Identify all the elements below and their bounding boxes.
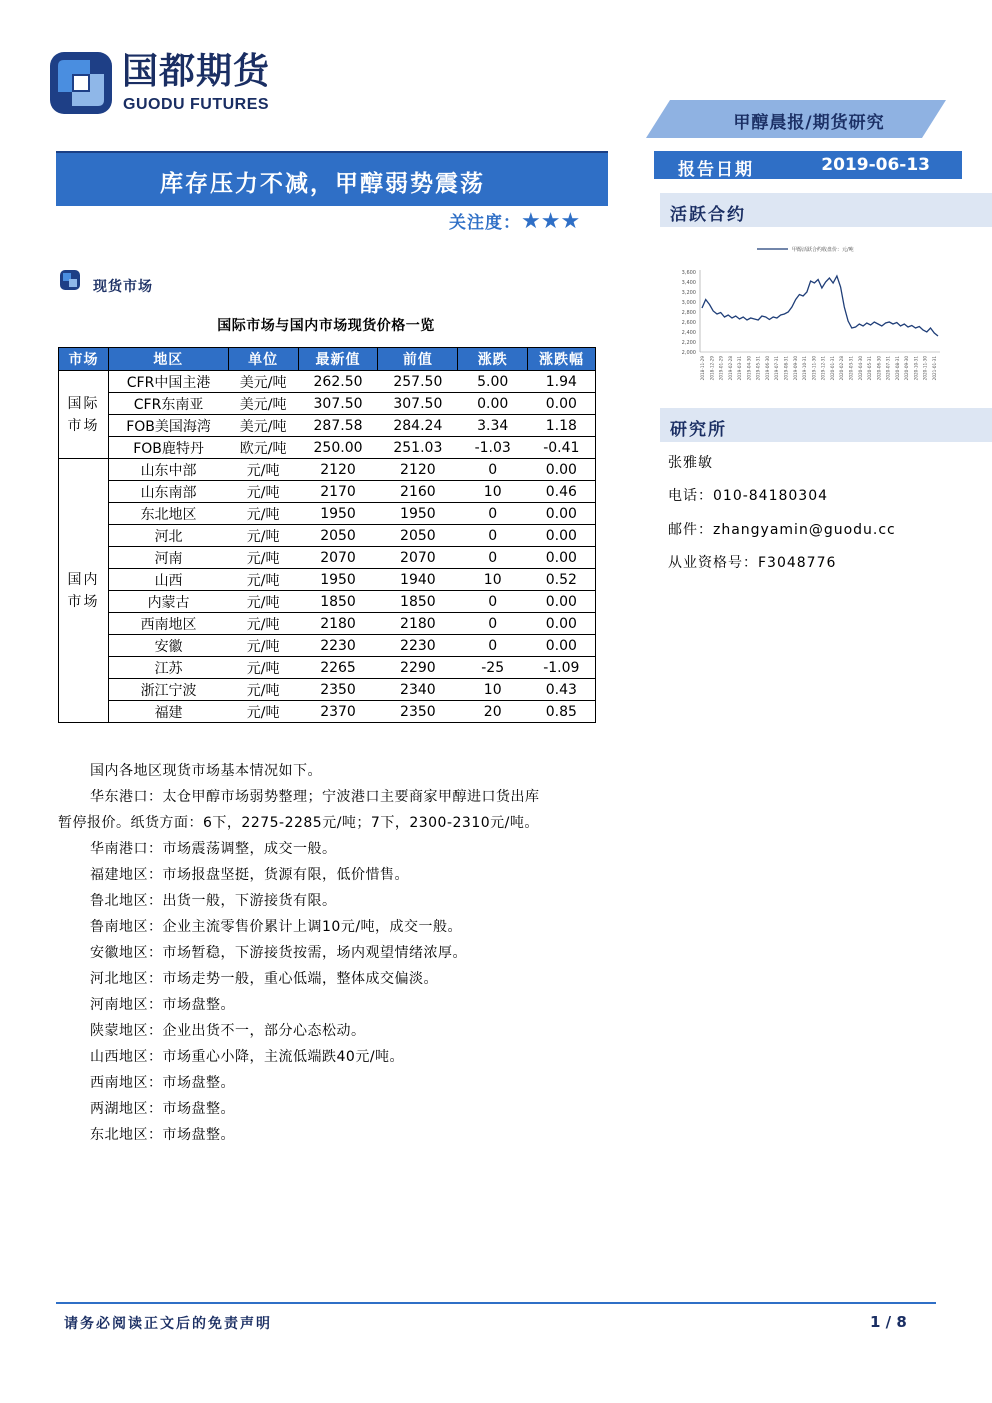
table-cell: 2340 xyxy=(378,679,458,701)
y-tick-label: 2,000 xyxy=(681,350,696,356)
commentary-line: 华南港口：市场震荡调整，成交一般。 xyxy=(90,841,337,857)
table-cell: 2230 xyxy=(298,635,378,657)
table-cell: 0.43 xyxy=(528,679,596,701)
table-cell: 251.03 xyxy=(378,437,458,459)
analyst-phone: 电话：010-84180304 xyxy=(668,488,829,504)
x-tick-label: 2019-01-29 xyxy=(718,356,724,381)
table-cell: 元/吨 xyxy=(228,657,298,679)
research-label: 研究所 xyxy=(670,420,727,440)
table-cell: 1.18 xyxy=(528,415,596,437)
table-cell: 0.00 xyxy=(528,613,596,635)
commentary-line: 暂停报价。纸货方面：6下，2275-2285元/吨；7下，2300-2310元/吨。 xyxy=(58,815,539,831)
table-cell: 元/吨 xyxy=(228,547,298,569)
table-cell: 安徽 xyxy=(108,635,228,657)
table-cell: 1.94 xyxy=(528,371,596,393)
table-cell: 欧元/吨 xyxy=(228,437,298,459)
table-cell: 河南 xyxy=(108,547,228,569)
footer-disclaimer: 请务必阅读正文后的免责声明 xyxy=(64,1316,272,1332)
x-tick-label: 2020-01-31 xyxy=(829,356,835,381)
x-tick-label: 2018-11-29 xyxy=(700,356,705,381)
table-cell: 0.00 xyxy=(458,393,528,415)
table-cell: 0 xyxy=(458,525,528,547)
market-group-cell: 国内 市场 xyxy=(59,459,109,723)
analyst-name: 张雅敏 xyxy=(668,455,713,471)
table-row xyxy=(59,547,596,569)
table-cell: 西南地区 xyxy=(108,613,228,635)
table-cell: 1940 xyxy=(378,569,458,591)
table-cell: 1850 xyxy=(378,591,458,613)
table-cell: 1950 xyxy=(298,503,378,525)
commentary-line: 华东港口：太仓甲醇市场弱势整理；宁波港口主要商家甲醇进口货出库 xyxy=(90,789,540,805)
table-cell: 2370 xyxy=(298,701,378,723)
y-tick-label: 2,600 xyxy=(681,320,696,326)
x-tick-label: 2020-06-30 xyxy=(876,356,882,381)
table-cell: -1.03 xyxy=(458,437,528,459)
company-logo xyxy=(50,50,295,118)
table-body xyxy=(59,371,596,723)
table-cell: 0.00 xyxy=(528,393,596,415)
x-tick-label: 2018-12-29 xyxy=(709,356,715,381)
attention-rating xyxy=(449,208,580,234)
research-header xyxy=(660,408,992,442)
table-cell: 元/吨 xyxy=(228,569,298,591)
table-header-row xyxy=(59,348,596,371)
table-row xyxy=(59,459,596,481)
table-cell: 2050 xyxy=(298,525,378,547)
report-title: 库存压力不减，甲醇弱势震荡 xyxy=(160,171,485,197)
table-cell: 262.50 xyxy=(298,371,378,393)
spot-price-table xyxy=(58,347,596,723)
market-commentary xyxy=(58,758,610,1148)
table-cell: 山西 xyxy=(108,569,228,591)
column-header: 市场 xyxy=(59,348,109,371)
table-cell: 2170 xyxy=(298,481,378,503)
table-cell: 0.00 xyxy=(528,591,596,613)
commentary-line: 两湖地区：市场盘整。 xyxy=(90,1101,235,1117)
table-cell: 0.00 xyxy=(528,635,596,657)
market-group-cell: 国际 市场 xyxy=(59,371,109,459)
table-cell: 美元/吨 xyxy=(228,371,298,393)
table-cell: 元/吨 xyxy=(228,481,298,503)
table-cell: 10 xyxy=(458,679,528,701)
table-cell: 2290 xyxy=(378,657,458,679)
y-tick-label: 2,800 xyxy=(681,310,696,316)
table-cell: -0.41 xyxy=(528,437,596,459)
x-tick-label: 2020-09-30 xyxy=(904,356,910,381)
table-row xyxy=(59,415,596,437)
table-cell: 元/吨 xyxy=(228,525,298,547)
table-cell: 0.46 xyxy=(528,481,596,503)
table-row xyxy=(59,525,596,547)
y-tick-label: 2,200 xyxy=(681,340,696,346)
table-cell: 5.00 xyxy=(458,371,528,393)
commentary-line: 福建地区：市场报盘坚挺，货源有限，低价惜售。 xyxy=(90,867,409,883)
page-number: 1 / 8 xyxy=(870,1313,907,1331)
table-cell: 2070 xyxy=(378,547,458,569)
table-cell: 2350 xyxy=(298,679,378,701)
active-contract-chart xyxy=(664,238,954,408)
attention-label: 关注度： xyxy=(449,213,521,233)
table-cell: 257.50 xyxy=(378,371,458,393)
table-cell: 山东中部 xyxy=(108,459,228,481)
table-cell: 10 xyxy=(458,481,528,503)
table-cell: FOB鹿特丹 xyxy=(108,437,228,459)
table-cell: 山东南部 xyxy=(108,481,228,503)
table-cell: 元/吨 xyxy=(228,459,298,481)
table-cell: 0.85 xyxy=(528,701,596,723)
x-tick-label: 2019-08-31 xyxy=(783,356,789,381)
table-cell: 0.00 xyxy=(528,525,596,547)
table-cell: 3.34 xyxy=(458,415,528,437)
table-cell: 0 xyxy=(458,459,528,481)
table-cell: 元/吨 xyxy=(228,679,298,701)
table-cell: 2180 xyxy=(378,613,458,635)
table-cell: 2265 xyxy=(298,657,378,679)
x-tick-label: 2019-09-30 xyxy=(792,356,798,381)
table-cell: CFR中国主港 xyxy=(108,371,228,393)
commentary-line: 西南地区：市场盘整。 xyxy=(90,1075,235,1091)
logo-en-text: GUODU FUTURES xyxy=(123,96,270,113)
table-cell: 284.24 xyxy=(378,415,458,437)
table-cell: 东北地区 xyxy=(108,503,228,525)
table-cell: 内蒙古 xyxy=(108,591,228,613)
table-caption: 国际市场与国内市场现货价格一览 xyxy=(217,318,435,334)
table-row xyxy=(59,393,596,415)
table-cell: 元/吨 xyxy=(228,635,298,657)
table-cell: 287.58 xyxy=(298,415,378,437)
x-tick-label: 2020-03-31 xyxy=(848,356,854,381)
analyst-license: 从业资格号：F3048776 xyxy=(668,555,837,571)
table-cell: 福建 xyxy=(108,701,228,723)
table-cell: 2120 xyxy=(378,459,458,481)
x-tick-label: 2021-01-31 xyxy=(932,356,937,381)
commentary-line: 鲁北地区：出货一般，下游接货有限。 xyxy=(90,893,337,909)
table-cell: 2160 xyxy=(378,481,458,503)
commentary-line: 山西地区：市场重心小降，主流低端跌40元/吨。 xyxy=(90,1049,405,1065)
active-contract-header xyxy=(660,193,992,227)
table-cell: 2350 xyxy=(378,701,458,723)
table-row xyxy=(59,591,596,613)
table-row xyxy=(59,481,596,503)
y-tick-label: 3,600 xyxy=(681,270,696,276)
y-tick-label: 3,200 xyxy=(681,290,696,296)
column-header: 单位 xyxy=(228,348,298,371)
table-cell: 0 xyxy=(458,591,528,613)
table-cell: 2230 xyxy=(378,635,458,657)
table-cell: 0 xyxy=(458,613,528,635)
table-cell: 元/吨 xyxy=(228,613,298,635)
x-tick-label: 2020-04-30 xyxy=(857,356,863,381)
x-tick-label: 2020-08-31 xyxy=(894,356,900,381)
y-tick-label: 2,400 xyxy=(681,330,696,336)
table-cell: -25 xyxy=(458,657,528,679)
table-cell: 元/吨 xyxy=(228,591,298,613)
table-cell: 元/吨 xyxy=(228,503,298,525)
x-tick-label: 2020-02-28 xyxy=(839,356,845,381)
x-tick-label: 2019-12-31 xyxy=(820,356,826,381)
logo-cn-text: 国都期货 xyxy=(122,51,271,92)
report-date-bar xyxy=(654,151,962,179)
table-cell: 0.00 xyxy=(528,459,596,481)
commentary-line: 河北地区：市场走势一般，重心低端，整体成交偏淡。 xyxy=(90,971,438,987)
table-cell: 元/吨 xyxy=(228,701,298,723)
commentary-line: 东北地区：市场盘整。 xyxy=(90,1127,235,1143)
table-cell: 2070 xyxy=(298,547,378,569)
table-cell: 0 xyxy=(458,547,528,569)
category-label: 甲醇晨报/期货研究 xyxy=(733,113,885,133)
logo-mark-icon xyxy=(50,52,112,114)
table-cell: FOB美国海湾 xyxy=(108,415,228,437)
commentary-line: 安徽地区：市场暂稳，下游接货按需，场内观望情绪浓厚。 xyxy=(90,945,467,961)
table-cell: 10 xyxy=(458,569,528,591)
table-cell: 20 xyxy=(458,701,528,723)
table-row xyxy=(59,613,596,635)
spot-section-title: 现货市场 xyxy=(93,279,153,295)
table-cell: CFR东南亚 xyxy=(108,393,228,415)
table-cell: 307.50 xyxy=(298,393,378,415)
table-cell: 2050 xyxy=(378,525,458,547)
column-header: 前值 xyxy=(378,348,458,371)
table-cell: 1950 xyxy=(378,503,458,525)
commentary-line: 陕蒙地区：企业出货不一，部分心态松动。 xyxy=(90,1023,366,1039)
category-banner xyxy=(646,100,946,138)
table-cell: 江苏 xyxy=(108,657,228,679)
x-tick-label: 2019-10-31 xyxy=(802,356,808,381)
title-bar xyxy=(56,151,608,206)
footer-rule xyxy=(56,1302,936,1304)
x-tick-label: 2019-11-30 xyxy=(811,356,817,381)
x-tick-label: 2019-02-28 xyxy=(727,356,733,381)
x-tick-label: 2020-10-31 xyxy=(913,356,919,381)
table-cell: 0 xyxy=(458,503,528,525)
x-tick-label: 2019-07-31 xyxy=(774,356,780,381)
series-line xyxy=(702,276,938,336)
table-cell: 美元/吨 xyxy=(228,415,298,437)
table-row xyxy=(59,371,596,393)
x-tick-label: 2020-11-30 xyxy=(922,356,928,381)
column-header: 涨跌幅 xyxy=(528,348,596,371)
y-tick-label: 3,000 xyxy=(681,300,696,306)
table-cell: 0 xyxy=(458,635,528,657)
report-date-label: 报告日期 xyxy=(678,160,754,180)
table-cell: 1950 xyxy=(298,569,378,591)
table-cell: 2180 xyxy=(298,613,378,635)
x-tick-label: 2019-03-31 xyxy=(737,356,743,381)
table-cell: 2120 xyxy=(298,459,378,481)
report-date-value: 2019-06-13 xyxy=(821,155,930,175)
table-cell: 250.00 xyxy=(298,437,378,459)
table-row xyxy=(59,503,596,525)
y-tick-label: 3,400 xyxy=(681,280,696,286)
x-tick-label: 2020-05-31 xyxy=(867,356,873,381)
x-tick-label: 2020-07-31 xyxy=(885,356,891,381)
table-row xyxy=(59,657,596,679)
analyst-email[interactable]: 邮件：zhangyamin@guodu.cc xyxy=(668,522,896,538)
commentary-line: 河南地区：市场盘整。 xyxy=(90,997,235,1013)
table-row xyxy=(59,635,596,657)
table-row xyxy=(59,569,596,591)
table-row xyxy=(59,437,596,459)
table-cell: 0.52 xyxy=(528,569,596,591)
commentary-line: 国内各地区现货市场基本情况如下。 xyxy=(90,763,322,779)
table-row xyxy=(59,679,596,701)
active-contract-label: 活跃合约 xyxy=(670,205,746,225)
table-cell: 0.00 xyxy=(528,503,596,525)
table-cell: 1850 xyxy=(298,591,378,613)
table-cell: 河北 xyxy=(108,525,228,547)
column-header: 涨跌 xyxy=(458,348,528,371)
column-header: 最新值 xyxy=(298,348,378,371)
table-cell: 307.50 xyxy=(378,393,458,415)
legend-label: 甲醇活跃合约收盘价：元/吨 xyxy=(792,247,854,253)
x-tick-label: 2019-04-30 xyxy=(746,356,752,381)
commentary-line: 鲁南地区：企业主流零售价累计上调10元/吨，成交一般。 xyxy=(90,919,463,935)
table-row xyxy=(59,701,596,723)
x-tick-label: 2019-06-30 xyxy=(764,356,770,381)
x-tick-label: 2019-05-31 xyxy=(755,356,761,381)
table-cell: 0.00 xyxy=(528,547,596,569)
table-cell: 美元/吨 xyxy=(228,393,298,415)
column-header: 地区 xyxy=(108,348,228,371)
table-cell: 浙江宁波 xyxy=(108,679,228,701)
section-bullet-icon xyxy=(60,270,80,290)
table-cell: -1.09 xyxy=(528,657,596,679)
star-icons: ★★★ xyxy=(521,209,581,234)
